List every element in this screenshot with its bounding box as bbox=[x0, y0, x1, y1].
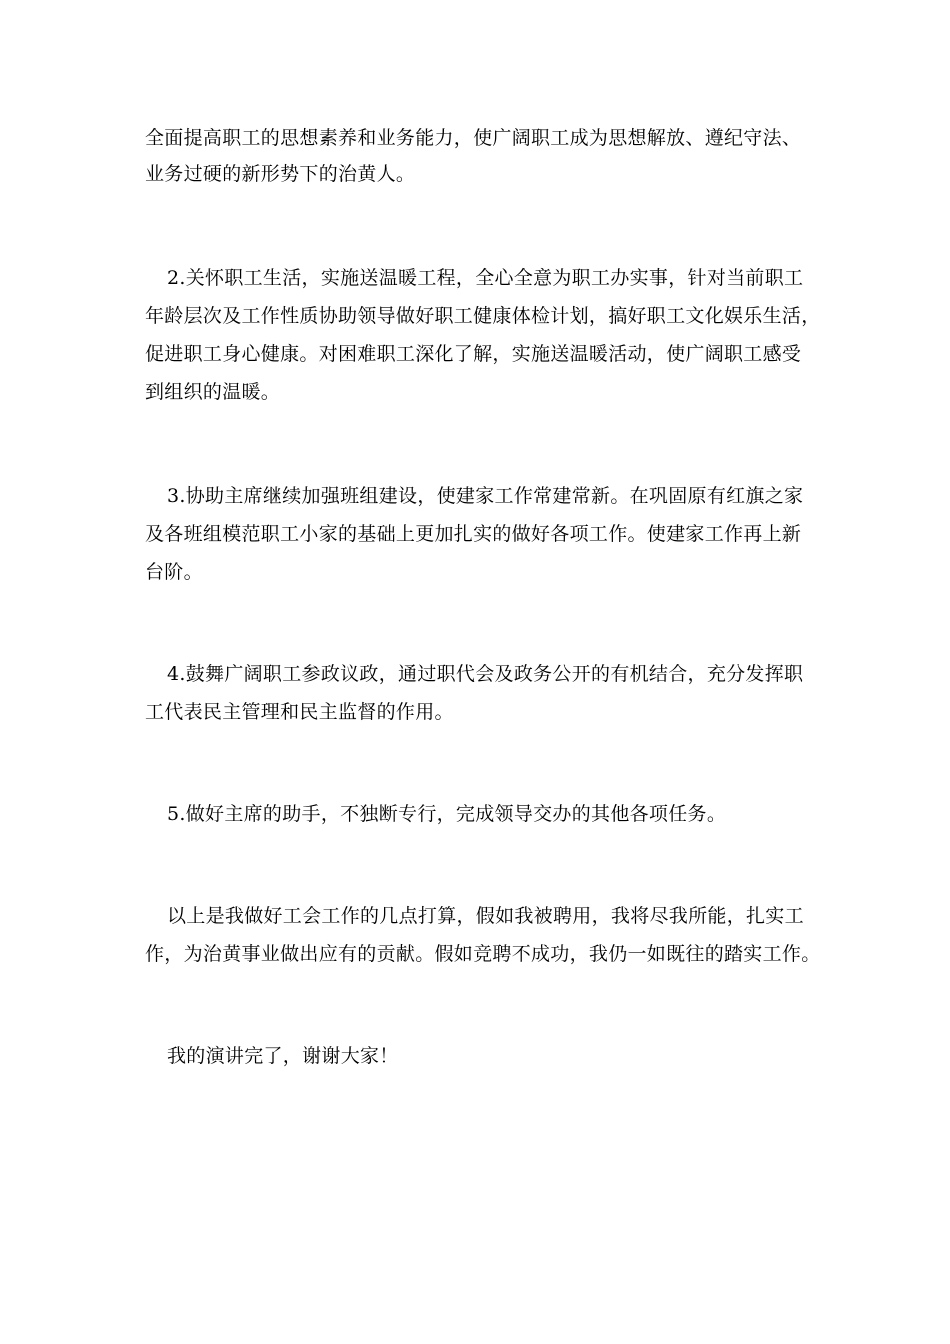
item-3-line-3: 台阶。 bbox=[145, 561, 203, 583]
item-2-line-1: 2.关怀职工生活，实施送温暖工程，全心全意为职工办实事，针对当前职工 bbox=[167, 267, 804, 289]
paragraph-intro-line-2: 业务过硬的新形势下的治黄人。 bbox=[145, 163, 416, 185]
item-4-line-2: 工代表民主管理和民主监督的作用。 bbox=[145, 701, 454, 723]
item-2-line-2: 年龄层次及工作性质协助领导做好职工健康体检计划，搞好职工文化娱乐生活， bbox=[145, 305, 821, 327]
conclusion-line-1: 以上是我做好工会工作的几点打算，假如我被聘用，我将尽我所能，扎实工 bbox=[167, 905, 804, 927]
conclusion-line-2: 作，为治黄事业做出应有的贡献。假如竞聘不成功，我仍一如既往的踏实工作。 bbox=[145, 943, 821, 965]
closing-line: 我的演讲完了，谢谢大家！ bbox=[167, 1045, 399, 1067]
item-3-line-2: 及各班组模范职工小家的基础上更加扎实的做好各项工作。使建家工作再上新 bbox=[145, 523, 802, 545]
item-3-line-1: 3.协助主席继续加强班组建设，使建家工作常建常新。在巩固原有红旗之家 bbox=[167, 485, 804, 507]
paragraph-intro-line-1: 全面提高职工的思想素养和业务能力，使广阔职工成为思想解放、遵纪守法、 bbox=[145, 127, 802, 149]
item-2-line-3: 促进职工身心健康。对困难职工深化了解，实施送温暖活动，使广阔职工感受 bbox=[145, 343, 802, 365]
item-4-line-1: 4.鼓舞广阔职工参政议政，通过职代会及政务公开的有机结合，充分发挥职 bbox=[167, 663, 804, 685]
item-2-line-4: 到组织的温暖。 bbox=[145, 381, 281, 403]
item-5-line-1: 5.做好主席的助手，不独断专行，完成领导交办的其他各项任务。 bbox=[167, 803, 727, 825]
